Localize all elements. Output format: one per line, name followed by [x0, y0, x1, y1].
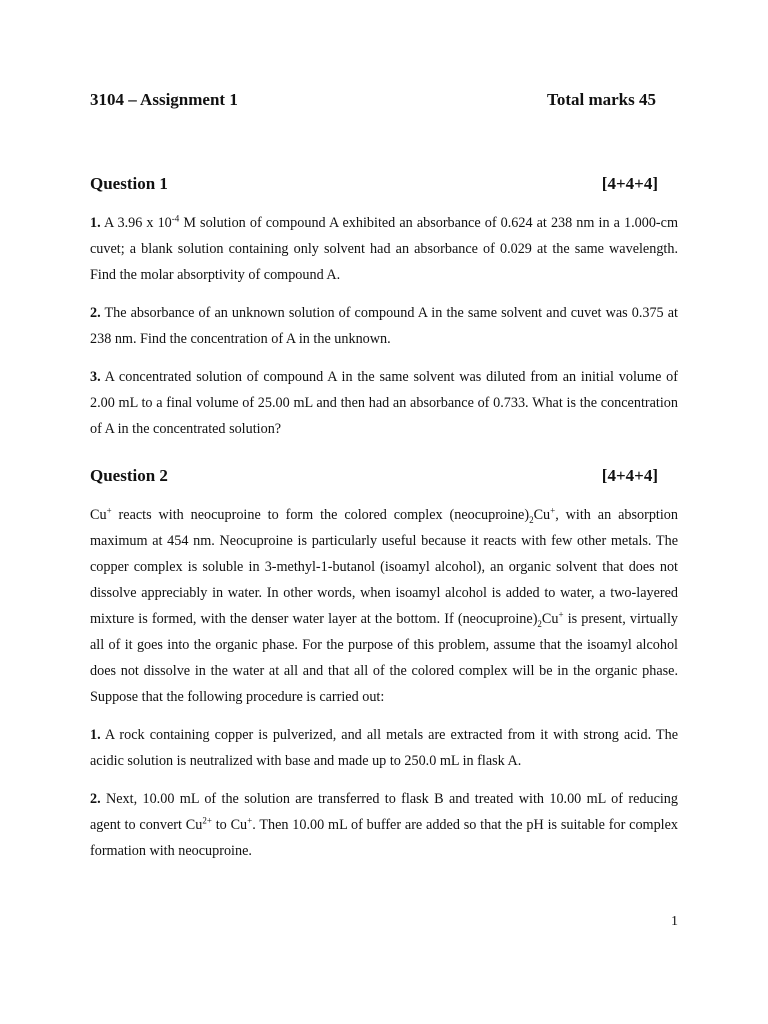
- question-2-step-1: [90, 722, 678, 774]
- question-2-heading: Question 2: [90, 466, 168, 485]
- question-1-part-2: [90, 300, 678, 352]
- question-2-step-2: [90, 786, 678, 864]
- part-number: 1.: [90, 215, 101, 231]
- part-text: M solution of compound A exhibited an absorbance of 0.624 at 238 nm in a 1.000-cm cuvet; a blank solution containing only solvent had an absorbance of 0.029 at the same wavelength. Find the molar absorptivity of compound A.: [90, 215, 678, 283]
- step-number: 1.: [90, 727, 101, 743]
- document-header: [90, 90, 678, 110]
- superscript: +: [106, 505, 112, 516]
- total-marks: Total marks 45: [547, 90, 656, 109]
- superscript: +: [247, 815, 253, 826]
- subscript: 2: [537, 618, 542, 629]
- question-1-marks: [4+4+4]: [601, 174, 658, 193]
- question-2-heading-row: [90, 466, 678, 486]
- question-2-marks: [4+4+4]: [601, 466, 658, 485]
- step-text: . Then 10.00 mL of buffer are added so that the pH is suitable for complex formation with neocuproine.: [90, 817, 679, 859]
- text-fragment: , with an absorption maximum at 454 nm. Neocuproine is particularly useful because it reacts with few other metals. The copper complex is soluble in 3-methyl-1-butanol (isoamyl alcohol), an organic solvent that does not dissolve appreciably in water. In other words, when isoamyl alcohol is added to water, a two-layered mixture is formed, with the denser water layer at the bottom. If (neocuproine): [90, 507, 678, 627]
- part-text: A concentrated solution of compound A in the same solvent was diluted from an initial volume of 2.00 mL to a final volume of 25.00 mL and then had an absorbance of 0.733. What is the concentration of A in the concentrated solution?: [90, 369, 678, 437]
- text-fragment: is present, virtually all of it goes into the organic phase. For the purpose of this problem, assume that the isoamyl alcohol does not dissolve in the water at all and that all of the colored complex will be in the organic phase. Suppose that the following procedure is carried out:: [90, 611, 678, 705]
- text-fragment: Cu: [541, 611, 559, 627]
- part-text: The absorbance of an unknown solution of compound A in the same solvent and cuvet was 0.375 at 238 nm. Find the concentration of A in the unknown.: [90, 305, 678, 347]
- part-number: 3.: [90, 369, 101, 385]
- step-text: to Cu: [211, 817, 248, 833]
- page-number: 1: [671, 914, 678, 929]
- superscript: +: [558, 609, 564, 620]
- question-1-heading-row: [90, 174, 678, 194]
- question-1-part-1: [90, 210, 678, 288]
- text-fragment: Cu: [533, 507, 551, 523]
- document-body: [90, 174, 678, 876]
- exponent: -4: [171, 213, 180, 224]
- part-number: 2.: [90, 305, 101, 321]
- step-text: Next, 10.00 mL of the solution are transferred to flask B and treated with 10.00 mL of reducing agent to convert Cu: [90, 791, 678, 833]
- superscript: +: [550, 505, 556, 516]
- step-number: 2.: [90, 791, 101, 807]
- question-1-part-3: [90, 364, 678, 442]
- step-text: A rock containing copper is pulverized, and all metals are extracted from it with strong acid. The acidic solution is neutralized with base and made up to 250.0 mL in flask A.: [90, 727, 678, 769]
- superscript: 2+: [202, 815, 212, 826]
- question-2-intro: [90, 502, 678, 710]
- assignment-title: 3104 – Assignment 1: [90, 90, 238, 109]
- text-fragment: Cu: [90, 507, 107, 523]
- part-text: A 3.96 x 10: [100, 215, 172, 231]
- question-1-heading: Question 1: [90, 174, 168, 193]
- text-fragment: reacts with neocuproine to form the colored complex (neocuproine): [111, 507, 530, 523]
- subscript: 2: [529, 514, 534, 525]
